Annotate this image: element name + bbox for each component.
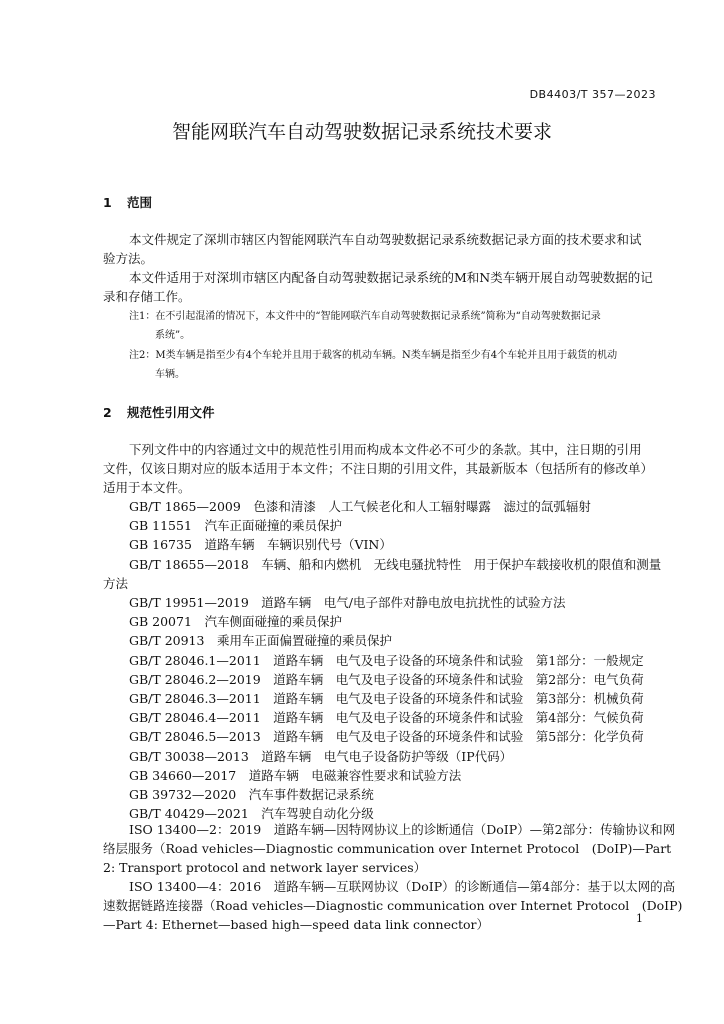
reference-item: [129, 651, 644, 669]
reference-code: GB/T 1865—2009: [129, 499, 241, 514]
reference-title: 方法: [103, 575, 129, 591]
reference-item: [129, 708, 644, 726]
reference-title: 道路车辆 车辆识别代号（VIN）: [204, 537, 392, 553]
reference-title: 汽车正面碰撞的乘员保护: [204, 518, 342, 534]
paragraph-line: 下列文件中的内容通过文中的规范性引用而构成本文件必不可少的条款。其中，注日期的引用: [129, 442, 642, 457]
iso-reference-line: —Part 4: Ethernet—based high—speed data link connector）: [103, 917, 490, 932]
reference-title: 色漆和清漆 人工气候老化和人工辐射曝露 滤过的氙弧辐射: [253, 499, 591, 514]
reference-title: 道路车辆 电磁兼容性要求和试验方法: [248, 767, 462, 783]
reference-code: GB/T 30038—2013: [129, 748, 249, 764]
reference-code: GB 34660—2017: [129, 767, 237, 783]
reference-code: GB/T 40429—2021: [129, 806, 249, 822]
section-2-number: 2: [103, 405, 112, 420]
page-number: 1: [636, 912, 643, 925]
note-line: 系统”。: [155, 330, 191, 341]
reference-title: 乘用车正面偏置碰撞的乘员保护: [216, 633, 392, 649]
reference-title: 道路车辆 电气电子设备防护等级（IP代码）: [261, 748, 513, 764]
reference-title: 道路车辆 电气及电子设备的环境条件和试验 第5部分：化学负荷: [273, 729, 644, 745]
reference-item: [129, 727, 644, 745]
iso-reference-line: ISO 13400—4：2016 道路车辆—互联网协议（DoIP）的诊断通信—第4部分：基于以太网的高: [129, 879, 676, 894]
reference-code: GB/T 19951—2019: [129, 595, 249, 610]
reference-title: 道路车辆 电气及电子设备的环境条件和试验 第3部分：机械负荷: [273, 691, 644, 706]
document-title: 智能网联汽车自动驾驶数据记录系统技术要求: [171, 121, 552, 143]
reference-code: GB/T 18655—2018: [129, 556, 249, 572]
paragraph-line: 本文件规定了深圳市辖区内智能网联汽车自动驾驶数据记录系统数据记录方面的技术要求和试: [129, 232, 642, 247]
reference-title: 车辆、船和内燃机 无线电骚扰特性 用于保护车载接收机的限值和测量: [261, 556, 662, 572]
reference-code: GB 39732—2020: [129, 787, 237, 802]
reference-title: 汽车侧面碰撞的乘员保护: [204, 614, 342, 630]
reference-item: [129, 785, 374, 803]
section-2-heading: [103, 403, 215, 421]
paragraph-line: 适用于本文件。: [103, 480, 191, 495]
section-2-title: 规范性引用文件: [127, 405, 215, 420]
reference-code: GB 11551: [129, 518, 192, 534]
note-line: 注1：在不引起混淆的情况下，本文件中的“智能网联汽车自动驾驶数据记录系统”简称为“自动驾驶数据记录: [129, 311, 601, 322]
reference-item: [129, 631, 392, 649]
reference-code: GB 20071: [129, 614, 192, 630]
document-code: DB4403/T 357—2023: [529, 88, 656, 101]
reference-item: [129, 555, 661, 573]
reference-item-continuation: [103, 574, 128, 592]
reference-code: GB/T 20913: [129, 633, 205, 649]
paragraph-line: 验方法。: [103, 251, 154, 266]
reference-code: GB 16735: [129, 537, 192, 553]
reference-title: 汽车事件数据记录系统: [248, 787, 374, 802]
reference-title: 汽车驾驶自动化分级: [261, 806, 374, 822]
section-1-number: 1: [103, 195, 112, 210]
reference-item: [129, 593, 566, 611]
reference-item: [129, 516, 342, 534]
iso-reference-line: 速数据链路连接器（Road vehicles—Diagnostic communication over Internet Protocol (DoIP): [103, 898, 683, 913]
reference-item: [129, 670, 644, 688]
reference-item: [129, 497, 591, 515]
reference-title: 道路车辆 电气及电子设备的环境条件和试验 第4部分：气候负荷: [273, 710, 644, 726]
paragraph-line: 录和存储工作。: [103, 289, 191, 304]
paragraph-line: 文件，仅该日期对应的版本适用于本文件；不注日期的引用文件，其最新版本（包括所有的修改单）: [103, 461, 654, 476]
iso-reference-line: ISO 13400—2：2019 道路车辆—因特网协议上的诊断通信（DoIP）—第2部分：传输协议和网: [129, 822, 676, 837]
section-1-title: 范围: [127, 195, 153, 210]
note-line: 车辆。: [155, 369, 185, 380]
reference-item: [129, 535, 392, 553]
section-1-heading: [103, 193, 152, 211]
reference-code: GB/T 28046.5—2013: [129, 729, 261, 745]
reference-item: [129, 612, 342, 630]
reference-title: 道路车辆 电气及电子设备的环境条件和试验 第1部分：一般规定: [273, 652, 644, 668]
reference-title: 道路车辆 电气及电子设备的环境条件和试验 第2部分：电气负荷: [273, 671, 644, 687]
reference-code: GB/T 28046.2—2019: [129, 671, 261, 687]
reference-code: GB/T 28046.1—2011: [129, 652, 261, 668]
reference-title: 道路车辆 电气/电子部件对静电放电抗扰性的试验方法: [261, 595, 566, 610]
reference-code: GB/T 28046.3—2011: [129, 691, 261, 706]
iso-reference-line: 络层服务（Road vehicles—Diagnostic communication over Internet Protocol (DoIP)—Part: [103, 841, 672, 856]
reference-code: GB/T 28046.4—2011: [129, 710, 261, 726]
reference-item: [129, 689, 644, 707]
reference-item: [129, 766, 461, 784]
reference-item: [129, 747, 512, 765]
iso-reference-line: 2: Transport protocol and network layer services）: [103, 860, 427, 875]
paragraph-line: 本文件适用于对深圳市辖区内配备自动驾驶数据记录系统的M和N类车辆开展自动驾驶数据的记: [129, 270, 653, 285]
note-line: 注2：M类车辆是指至少有4个车轮并且用于载客的机动车辆。N类车辆是指至少有4个车轮并且用于载货的机动: [129, 350, 618, 361]
